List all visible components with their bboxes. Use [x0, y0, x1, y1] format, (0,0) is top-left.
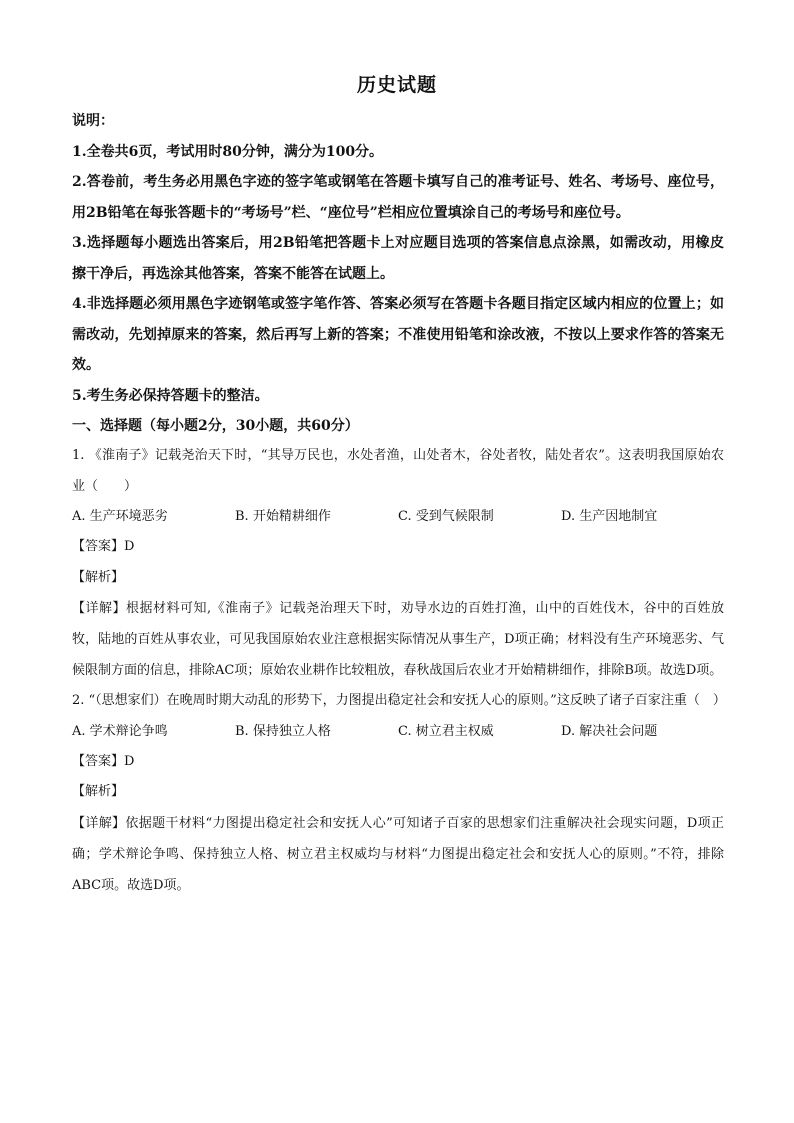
question-2	[72, 686, 724, 901]
option-a: A. 生产环境恶劣	[72, 509, 168, 524]
option-list	[72, 717, 724, 747]
option-b: B. 开始精耕细作	[235, 509, 331, 524]
detail-text: 【详解】依据题干材料“力图提出稳定社会和安抚人心”可知诸子百家的思想家们注重解决社会现实问题，D项正确；学术辩论争鸣、保持独立人格、树立君主权威均与材料“力图提出稳定社会和安抚人心的原则。”不符，排除ABC项。故选D项。	[72, 815, 724, 893]
answer-label: 【答案】D	[72, 539, 135, 554]
instruction-item-5: 5.考生务必保持答题卡的整洁。	[72, 387, 269, 404]
page-title: 历史试题	[356, 74, 437, 96]
instructions-heading: 说明：	[72, 113, 114, 129]
analysis-label: 【解析】	[72, 569, 125, 585]
section-heading: 一、选择题（每小题2分，30小题，共60分）	[72, 418, 359, 434]
question-stem: 1. 《淮南子》记载尧治天下时，“其导万民也，水处者渔，山处者木，谷处者牧，陆处者农”。这表明我国原始农业（ ）	[72, 448, 724, 494]
option-b: B. 保持独立人格	[235, 723, 331, 739]
option-list	[72, 502, 724, 532]
answer-label: 【答案】D	[72, 753, 135, 769]
page-content	[72, 106, 724, 901]
question-stem: 2. “（思想家们）在晚周时期大动乱的形势下，力图提出稳定社会和安抚人心的原则。”这反映了诸子百家注重（ ）	[72, 693, 726, 708]
instruction-item-4: 4.非选择题必须用黑色字迹钢笔或签字笔作答、答案必须写在答题卡各题目指定区域内相应的位置上；如需改动，先划掉原来的答案，然后再写上新的答案；不准使用铅笔和涂改液，不按以上要求作答的答案无效。	[72, 296, 724, 373]
analysis-label: 【解析】	[72, 784, 125, 799]
instruction-item-1: 1.全卷共6页，考试用时80分钟，满分为100分。	[72, 143, 384, 160]
instruction-item-3: 3.选择题每小题选出答案后，用2B铅笔把答题卡上对应题目选项的答案信息点涂黑，如需改动，用橡皮擦干净后，再选涂其他答案，答案不能答在试题上。	[72, 235, 724, 282]
option-d: D. 解决社会问题	[561, 723, 658, 739]
option-d: D. 生产因地制宜	[561, 509, 658, 524]
option-a: A. 学术辩论争鸣	[72, 723, 168, 739]
option-c: C. 树立君主权威	[398, 723, 494, 739]
detail-text: 【详解】根据材料可知,《淮南子》记载尧治理天下时，劝导水边的百姓打渔，山中的百姓伐木，谷中的百姓放牧，陆地的百姓从事农业，可见我国原始农业注意根据实际情况从事生产，D项正确；材料没有生产环境恶劣、气候限制方面的信息，排除AC项；原始农业耕作比较粗放，春秋战国后农业才开始精耕细作，排除B项。故选D项。	[72, 601, 724, 678]
option-c: C. 受到气候限制	[398, 509, 494, 524]
instructions	[72, 106, 724, 411]
instruction-item-2: 2.答卷前，考生务必用黑色字迹的签字笔或钢笔在答题卡填写自己的准考证号、姓名、考场号、座位号，用2B铅笔在每张答题卡的“考场号”栏、“座位号”栏相应位置填涂自己的考场号和座位号。	[72, 174, 724, 221]
question-1	[72, 441, 724, 686]
